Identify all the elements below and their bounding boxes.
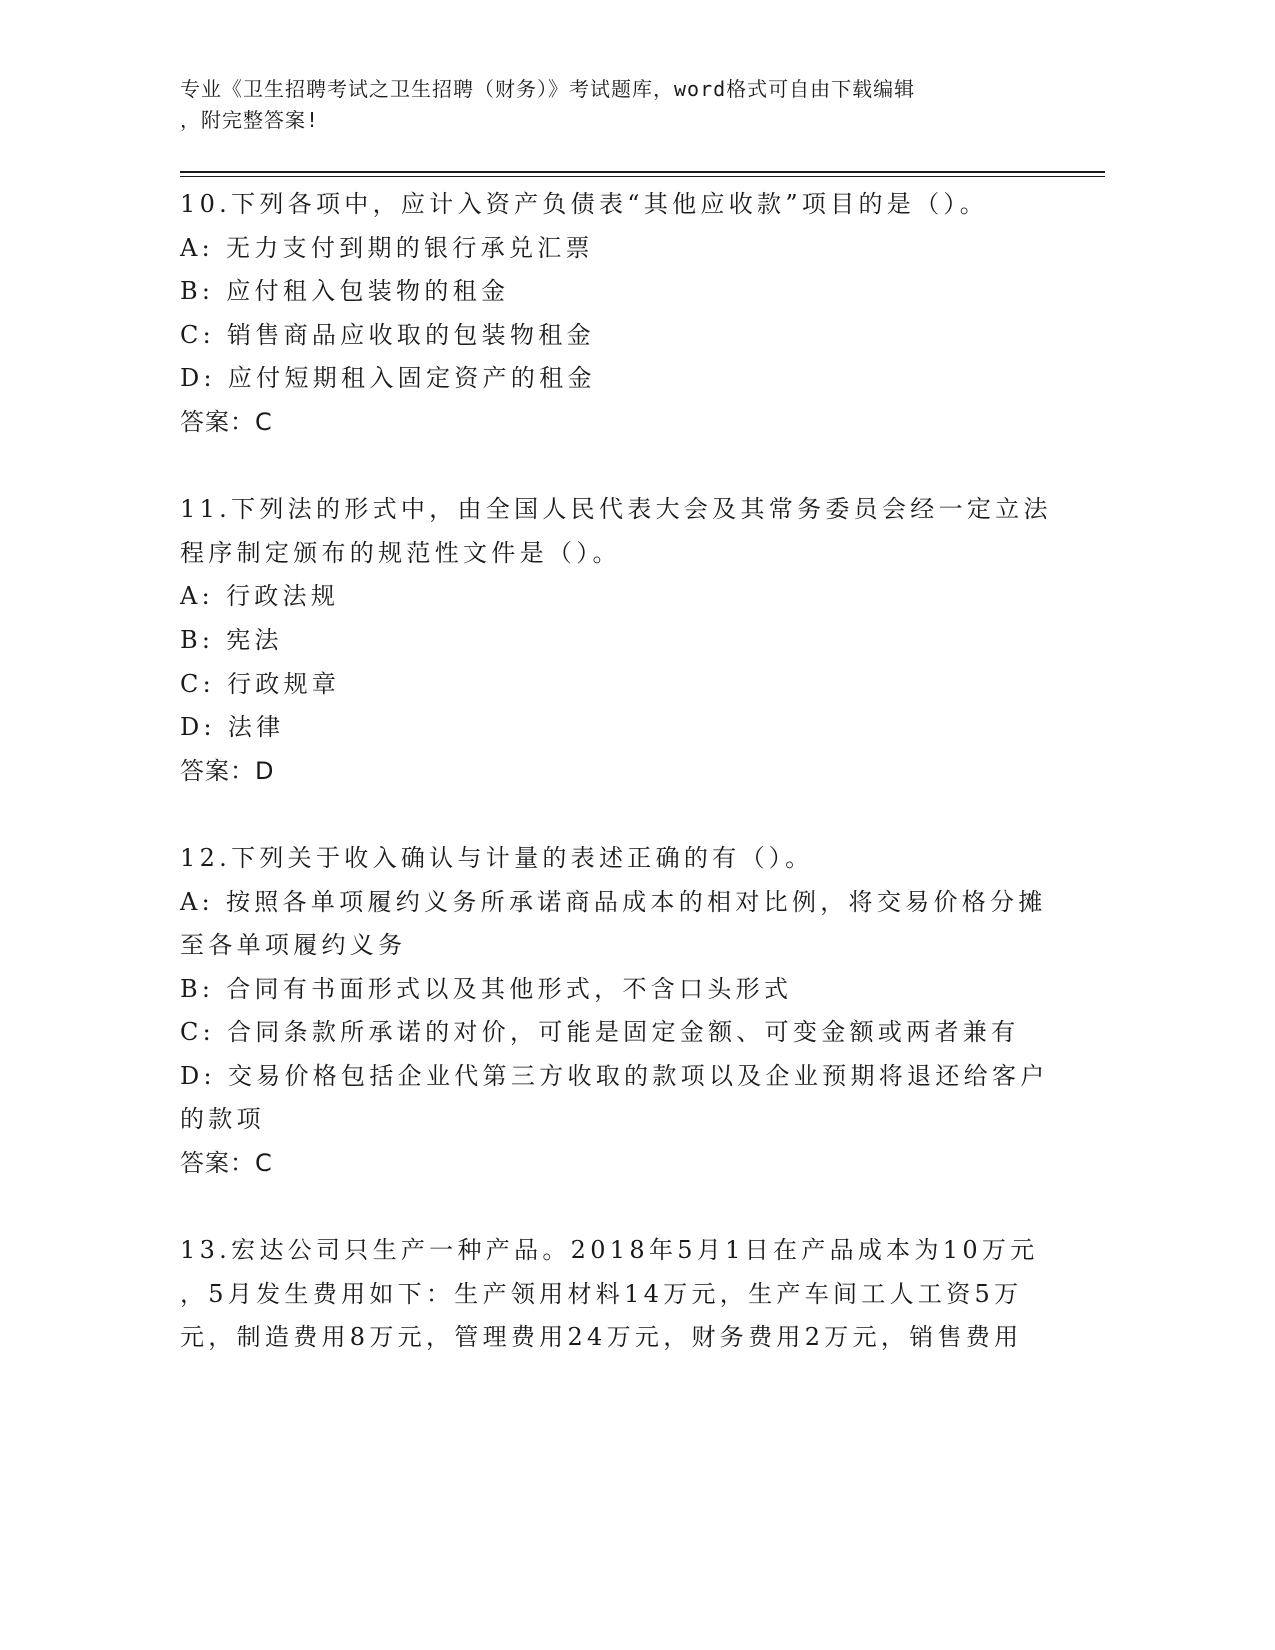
question-list <box>180 183 1052 1360</box>
header-divider <box>180 176 1105 177</box>
spacer <box>180 1186 1040 1230</box>
question-stem: 10.下列各项中，应计入资产负债表“其他应收款”项目的是（）。 <box>180 190 989 218</box>
question-13 <box>180 1229 1040 1360</box>
question-10 <box>180 183 1040 445</box>
option-c: C: 销售商品应收取的包装物租金 <box>180 320 595 349</box>
spacer <box>180 445 1040 489</box>
option-a: A: 无力支付到期的银行承兑汇票 <box>180 233 594 262</box>
question-stem: 13.宏达公司只生产一种产品。2018年5月1日在产品成本为10万元 <box>180 1236 1039 1265</box>
option-c: C: 合同条款所承诺的对价，可能是固定金额、可变金额或两者兼有 <box>180 1018 1020 1047</box>
header-divider <box>180 171 1105 173</box>
option-b: B: 宪法 <box>180 625 283 654</box>
header-line: ，附完整答案! <box>180 108 320 132</box>
answer: 答案：D <box>180 756 275 785</box>
answer: 答案：C <box>180 407 273 436</box>
question-stem: 程序制定颁布的规范性文件是（）。 <box>180 538 621 567</box>
document-header <box>180 74 1050 136</box>
option-d: D: 交易价格包括企业代第三方收取的款项以及企业预期将退还给客户 <box>180 1061 1049 1090</box>
option-a: 至各单项履约义务 <box>180 931 407 960</box>
option-d: D: 法律 <box>180 713 285 742</box>
header-line: 专业《卫生招聘考试之卫生招聘（财务）》考试题库，word格式可自由下载编辑 <box>180 77 916 101</box>
option-b: B: 应付租入包装物的租金 <box>180 277 510 306</box>
question-stem: 元，制造费用8万元，管理费用24万元，财务费用2万元，销售费用 <box>180 1323 1023 1352</box>
option-d: D: 应付短期租入固定资产的租金 <box>180 364 596 393</box>
question-12 <box>180 837 1049 1186</box>
question-stem: 12.下列关于收入确认与计量的表述正确的有（）。 <box>180 843 814 872</box>
option-a: A: 行政法规 <box>180 582 340 611</box>
option-d: 的款项 <box>180 1105 265 1134</box>
option-c: C: 行政规章 <box>180 669 341 698</box>
question-stem: ，5月发生费用如下：生产领用材料14万元，生产车间工人工资5万 <box>180 1279 1023 1308</box>
question-11 <box>180 488 1052 793</box>
option-b: B: 合同有书面形式以及其他形式，不含口头形式 <box>180 974 793 1003</box>
question-stem: 11.下列法的形式中，由全国人民代表大会及其常务委员会经一定立法 <box>180 495 1052 524</box>
option-a: A: 按照各单项履约义务所承诺商品成本的相对比例，将交易价格分摊 <box>180 887 1047 916</box>
answer: 答案：C <box>180 1149 273 1178</box>
spacer <box>180 793 1040 837</box>
